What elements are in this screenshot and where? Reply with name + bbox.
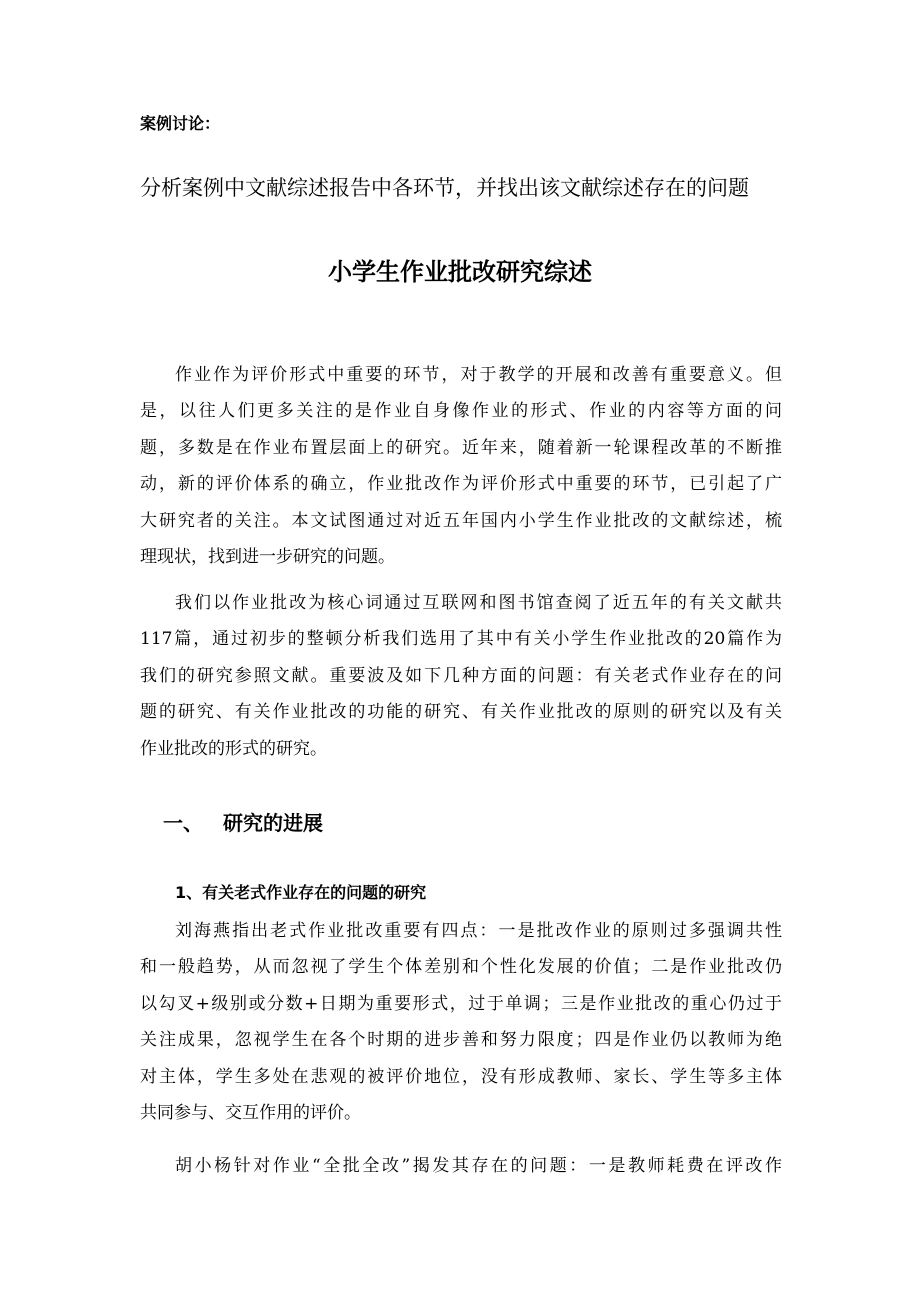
subsection-heading: 1、有关老式作业存在的问题的研究 <box>175 883 427 902</box>
paragraph-line: 刘海燕指出老式作业批改重要有四点：一是批改作业的原则过多强调共性 <box>175 921 782 941</box>
paragraph-line: 关注成果，忽视学生在各个时期的进步善和努力限度；四是作业仍以教师为绝 <box>140 1030 782 1051</box>
paragraph-line: 题的研究、有关作业批改的功能的研究、有关作业批改的原则的研究以及有关 <box>140 702 782 723</box>
section-paragraph-2 <box>140 1148 782 1184</box>
paragraph-line: 和一般趋势，从而忽视了学生个体差别和个性化发展的价值；二是作业批改仍 <box>140 957 782 978</box>
paragraph-line: 动，新的评价体系的确立，作业批改作为评价形式中重要的环节，已引起了广 <box>140 474 782 495</box>
intro-paragraph-1 <box>140 357 782 575</box>
section-paragraph-1 <box>140 913 782 1131</box>
paragraph-line: 对主体，学生多处在悲观的被评价地位，没有形成教师、家长、学生等多主体 <box>140 1066 782 1087</box>
case-discussion-label: 案例讨论： <box>140 114 221 133</box>
section-number: 一、 <box>163 811 203 835</box>
paragraph-line: 是，以往人们更多关注的是作业自身像作业的形式、作业的内容等方面的问 <box>140 401 782 422</box>
case-discussion-task: 分析案例中文献综述报告中各环节，并找出该文献综述存在的问题 <box>140 176 749 200</box>
paragraph-line: 理现状，找到进一步研究的问题。 <box>140 546 395 567</box>
document-title: 小学生作业批改研究综述 <box>328 258 592 286</box>
paragraph-line: 题，多数是在作业布置层面上的研究。近年来，随着新一轮课程改革的不断推 <box>140 437 782 458</box>
paragraph-line: 胡小杨针对作业“全批全改”揭发其存在的问题：一是教师耗费在评改作 <box>175 1156 782 1176</box>
paragraph-line: 我们的研究参照文献。重要波及如下几种方面的问题：有关老式作业存在的问 <box>140 665 782 686</box>
paragraph-line: 作业批改的形式的研究。 <box>140 738 327 759</box>
paragraph-line: 我们以作业批改为核心词通过互联网和图书馆查阅了近五年的有关文献共 <box>175 593 782 613</box>
paragraph-line: 117篇，通过初步的整顿分析我们选用了其中有关小学生作业批改的20篇作为 <box>140 629 782 650</box>
section-heading <box>163 808 323 838</box>
paragraph-line: 大研究者的关注。本文试图通过对近五年国内小学生作业批改的文献综述，梳 <box>140 510 782 531</box>
intro-paragraph-2 <box>140 585 782 767</box>
paragraph-line: 以勾叉+级别或分数+日期为重要形式，过于单调；三是作业批改的重心仍过于 <box>140 993 782 1014</box>
section-title: 研究的进展 <box>223 811 323 835</box>
paragraph-line: 共同参与、交互作用的评价。 <box>140 1102 361 1123</box>
paragraph-line: 作业作为评价形式中重要的环节，对于教学的开展和改善有重要意义。但 <box>175 365 782 385</box>
